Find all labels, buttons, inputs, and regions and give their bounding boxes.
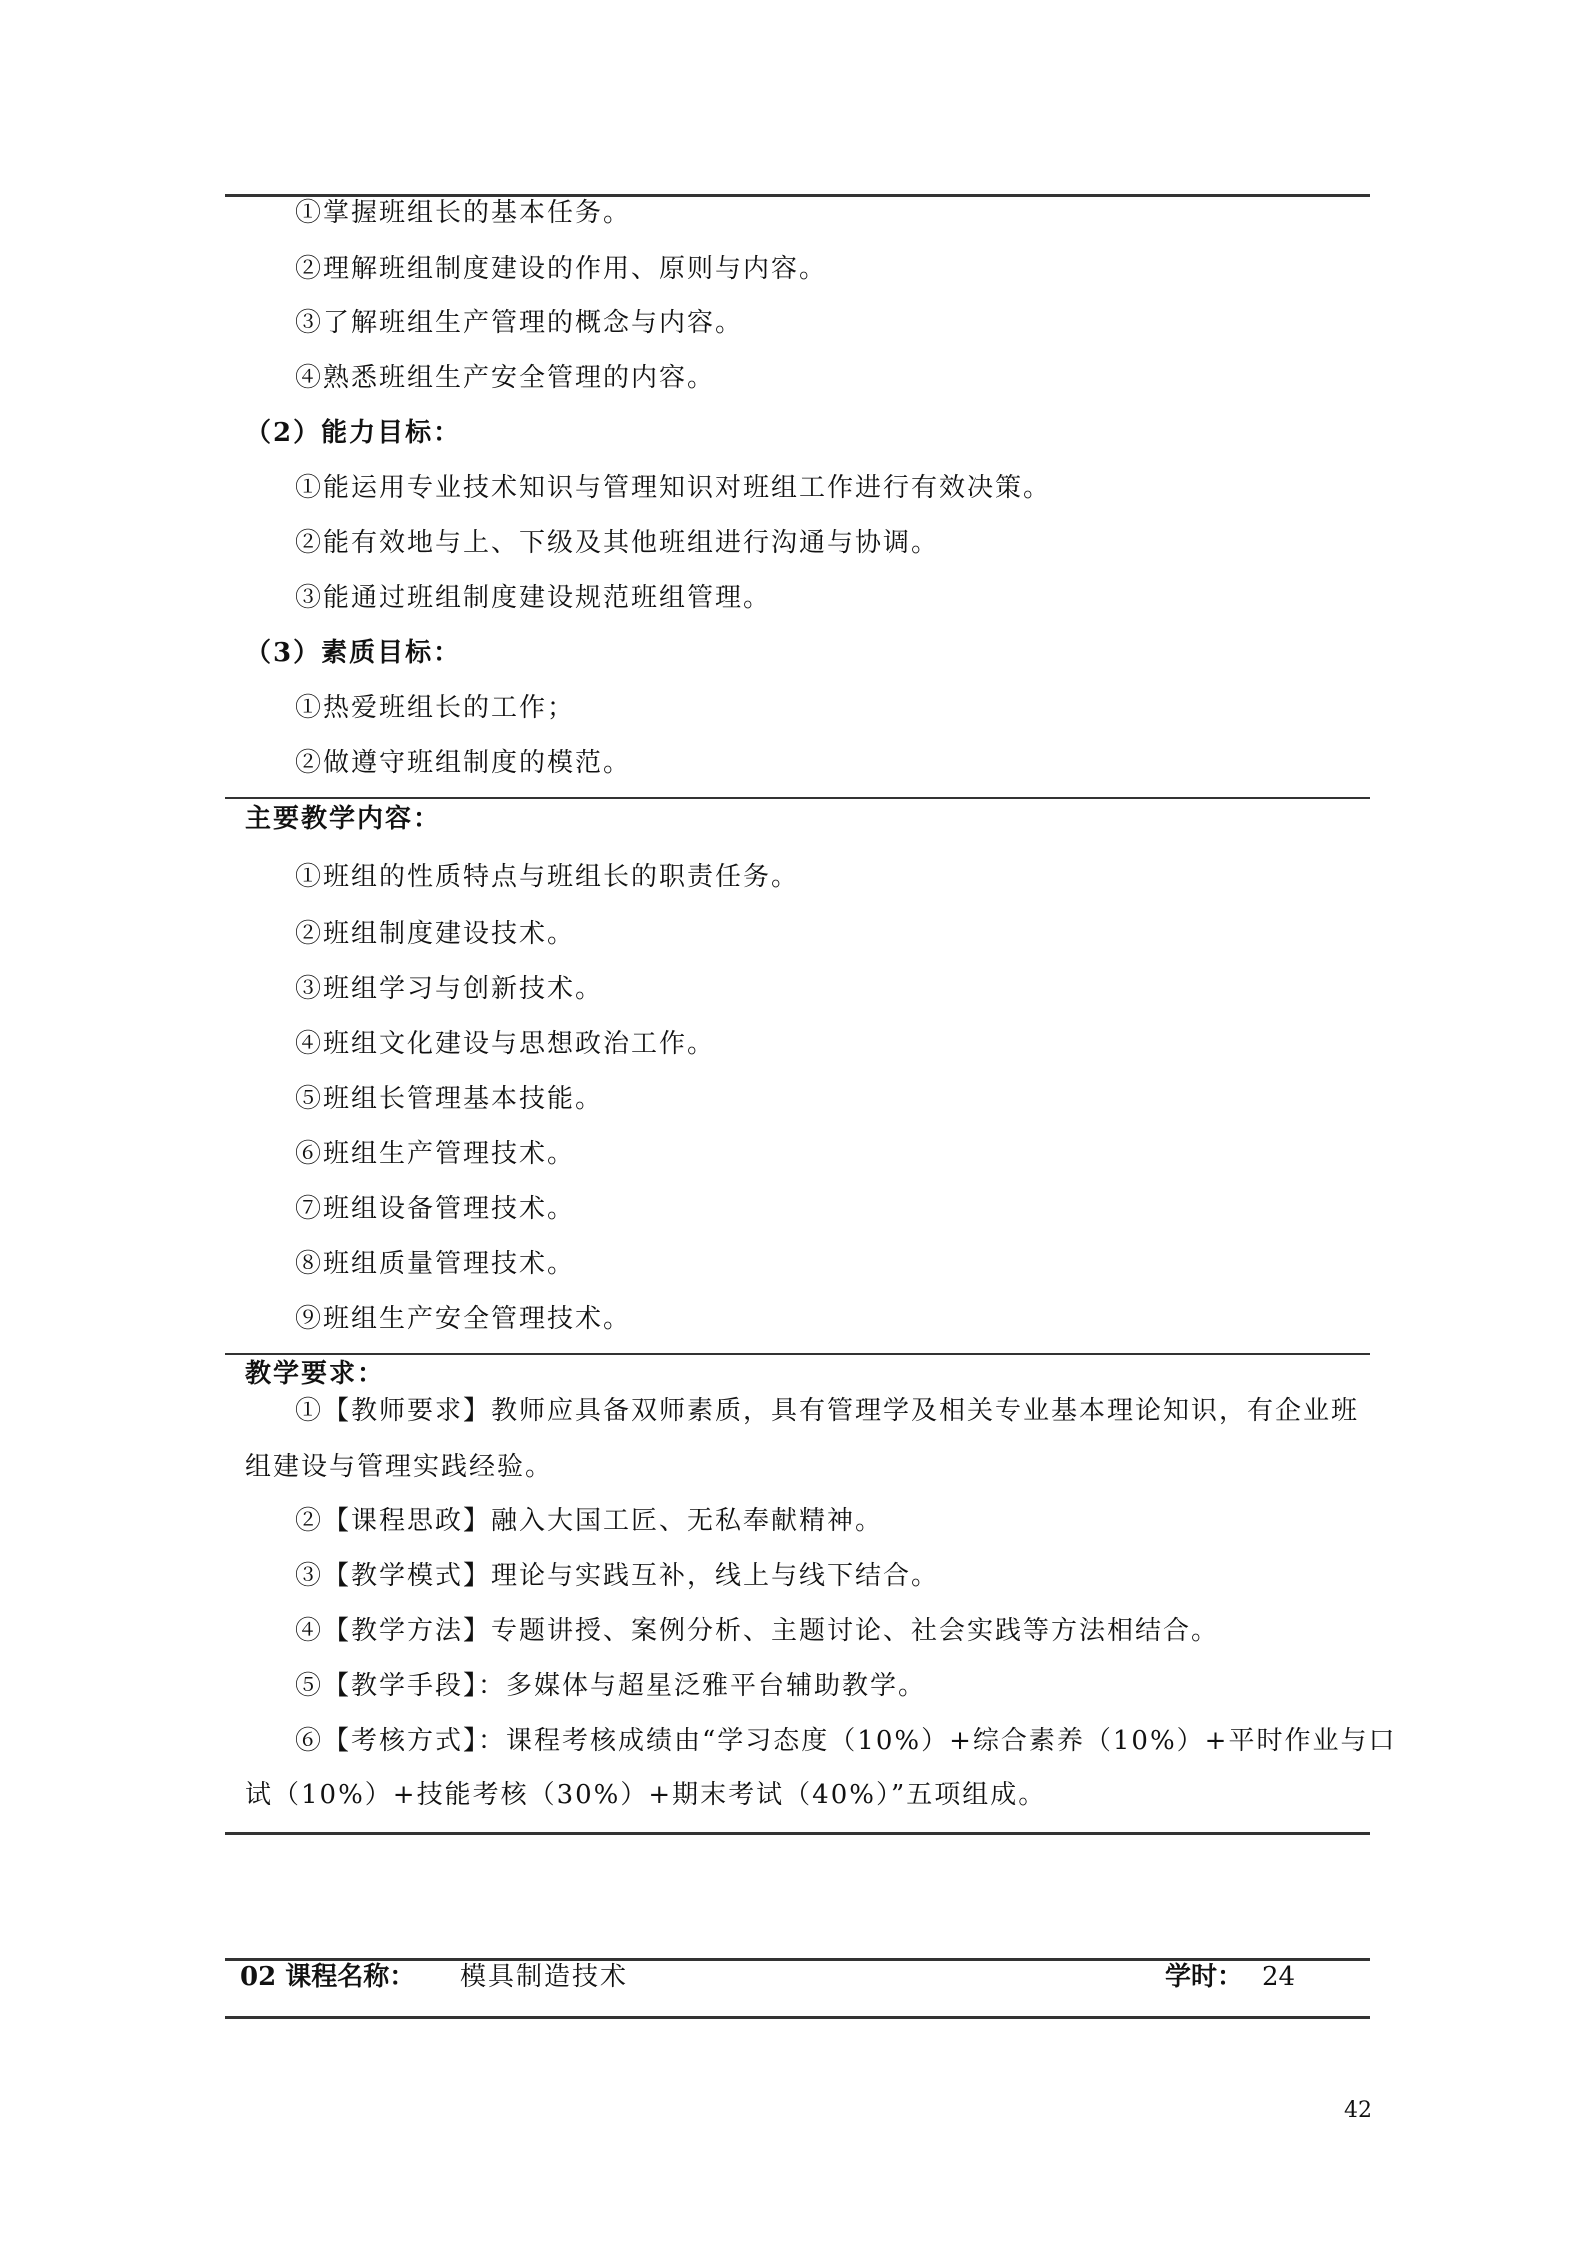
quality-title: （3）素质目标： xyxy=(245,638,462,668)
content-item-8: ⑧班组质量管理技术。 xyxy=(295,1249,576,1279)
page-number: 42 xyxy=(1344,2098,1372,2123)
content-item-1: ①班组的性质特点与班组长的职责任务。 xyxy=(295,862,800,892)
requirement-6-line-1: ⑥【考核方式】：课程考核成绩由“学习态度（10%）+综合素养（10%）+平时作业与口 xyxy=(295,1726,1397,1756)
requirements-title: 教学要求： xyxy=(245,1359,386,1389)
knowledge-goal-2: ②理解班组制度建设的作用、原则与内容。 xyxy=(295,254,828,284)
content-item-6: ⑥班组生产管理技术。 xyxy=(295,1139,576,1169)
section-divider-2 xyxy=(225,1353,1370,1355)
knowledge-goal-1: ①掌握班组长的基本任务。 xyxy=(295,198,632,228)
course-header-bottom-rule xyxy=(225,2016,1370,2019)
ability-goal-1: ①能运用专业技术知识与管理知识对班组工作进行有效决策。 xyxy=(295,473,1052,503)
section-divider xyxy=(225,797,1370,799)
content-item-5: ⑤班组长管理基本技能。 xyxy=(295,1084,604,1114)
requirement-1-line-2: 组建设与管理实践经验。 xyxy=(245,1452,554,1482)
course-number-label: 02 课程名称： xyxy=(240,1962,416,1992)
requirement-3: ③【教学模式】理论与实践互补，线上与线下结合。 xyxy=(295,1561,940,1591)
course-hours-label: 学时： xyxy=(1165,1962,1244,1992)
ability-title: （2）能力目标： xyxy=(245,418,462,448)
content-title: 主要教学内容： xyxy=(245,804,442,834)
requirement-4: ④【教学方法】专题讲授、案例分析、主题讨论、社会实践等方法相结合。 xyxy=(295,1616,1220,1646)
ability-goal-3: ③能通过班组制度建设规范班组管理。 xyxy=(295,583,772,613)
requirement-5: ⑤【教学手段】：多媒体与超星泛雅平台辅助教学。 xyxy=(295,1671,927,1701)
requirement-2: ②【课程思政】融入大国工匠、无私奉献精神。 xyxy=(295,1506,884,1536)
section-end-rule xyxy=(225,1832,1370,1835)
requirement-1-line-1: ①【教师要求】教师应具备双师素质，具有管理学及相关专业基本理论知识，有企业班 xyxy=(295,1396,1360,1426)
content-item-3: ③班组学习与创新技术。 xyxy=(295,974,604,1004)
knowledge-goal-4: ④熟悉班组生产安全管理的内容。 xyxy=(295,363,716,393)
requirement-6-line-2: 试（10%）+技能考核（30%）+期末考试（40%）”五项组成。 xyxy=(245,1780,1047,1810)
content-item-2: ②班组制度建设技术。 xyxy=(295,919,576,949)
course-hours: 24 xyxy=(1262,1962,1296,1992)
content-item-7: ⑦班组设备管理技术。 xyxy=(295,1194,576,1224)
content-item-9: ⑨班组生产安全管理技术。 xyxy=(295,1304,632,1334)
ability-goal-2: ②能有效地与上、下级及其他班组进行沟通与协调。 xyxy=(295,528,940,558)
quality-goal-2: ②做遵守班组制度的模范。 xyxy=(295,748,632,778)
knowledge-goal-3: ③了解班组生产管理的概念与内容。 xyxy=(295,308,744,338)
quality-goal-1: ①热爱班组长的工作； xyxy=(295,693,576,723)
course-name: 模具制造技术 xyxy=(460,1962,629,1992)
content-item-4: ④班组文化建设与思想政治工作。 xyxy=(295,1029,716,1059)
